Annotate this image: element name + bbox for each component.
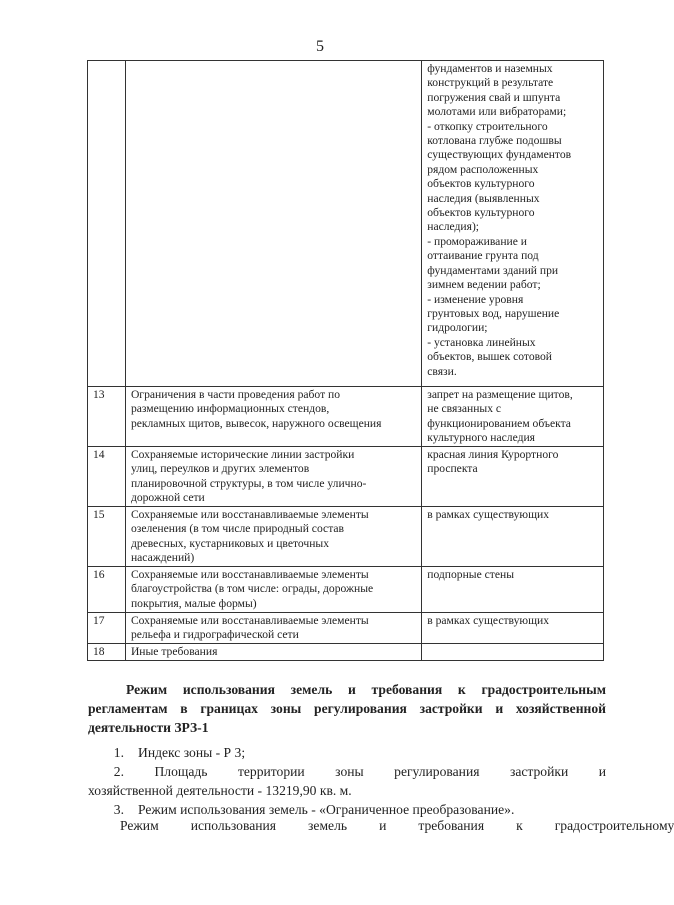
item-text: Индекс зоны - Р 3; xyxy=(138,745,246,760)
list-item xyxy=(88,762,606,800)
word: Площадь xyxy=(154,764,208,779)
cell-req: фундаментов и наземных конструкций в результате погружения свай и шпунта молотами или вибраторами; - откопку строительного котлована глубже подошвы существующих фундаментов рядом расположенных объектов культурного наследия (выявленных объектов культурного наследия); - промораживание и оттаивание грунта под фундаментами зданий при зимнем ведении работ; - изменение уровня грунтовых вод, нарушение гидрологии; - установка линейных объектов, вышек сотовой связи. xyxy=(422,61,604,387)
cell-num: 13 xyxy=(88,387,126,447)
item-number: 1. xyxy=(113,745,124,760)
word: территории xyxy=(237,764,305,779)
cell-num: 17 xyxy=(88,613,126,644)
cell-desc: Сохраняемые или восстанавливаемые элементы рельефа и гидрографической сети xyxy=(125,613,421,644)
item-number: 3. xyxy=(113,802,124,817)
word: и xyxy=(598,764,606,779)
cell-desc: Сохраняемые или восстанавливаемые элементы благоустройства (в том числе: ограды, дорожные покрытия, малые формы) xyxy=(125,567,421,613)
word: регулирования xyxy=(394,764,480,779)
table-row xyxy=(88,644,604,661)
requirements-table xyxy=(87,60,604,661)
table-row xyxy=(88,507,604,567)
section-heading: Режим использования земель и требования к градостроительным регламентам в границах зоны регулирования застройки и хозяйственной деятельности ЗРЗ-1 xyxy=(88,682,606,735)
cell-req: в рамках существующих xyxy=(422,507,604,567)
word: зоны xyxy=(335,764,364,779)
cell-desc: Иные требования xyxy=(125,644,421,661)
cell-num: 16 xyxy=(88,567,126,613)
cell-desc xyxy=(125,61,421,387)
item-text: Режим использования земель - «Ограниченное преобразование». xyxy=(138,802,515,817)
word: Режим xyxy=(120,818,159,833)
numbered-list xyxy=(88,743,606,819)
paragraph-start xyxy=(88,816,674,835)
word: застройки xyxy=(509,764,569,779)
cell-req: запрет на размещение щитов, не связанных с функционированием объекта культурного наследия xyxy=(422,387,604,447)
table-row xyxy=(88,387,604,447)
cell-desc: Ограничения в части проведения работ по размещению информационных стендов, рекламных щитов, вывесок, наружного освещения xyxy=(125,387,421,447)
word: земель xyxy=(308,818,348,833)
cell-desc: Сохраняемые исторические линии застройки улиц, переулков и других элементов планировочной структуры, в том числе улично- дорожной сети xyxy=(125,447,421,507)
word: к xyxy=(516,818,523,833)
cell-num: 15 xyxy=(88,507,126,567)
cell-req: подпорные стены xyxy=(422,567,604,613)
cell-num xyxy=(88,61,126,387)
cell-req: красная линия Курортного проспекта xyxy=(422,447,604,507)
cell-desc: Сохраняемые или восстанавливаемые элементы озеленения (в том числе природный состав древесных, кустарниковых и цветочных насаждений) xyxy=(125,507,421,567)
word: и xyxy=(379,818,387,833)
cell-num: 18 xyxy=(88,644,126,661)
cell-num: 14 xyxy=(88,447,126,507)
table-row xyxy=(88,567,604,613)
item-number: 2. xyxy=(113,764,124,779)
page-number: 5 xyxy=(316,38,324,55)
word: требования xyxy=(418,818,485,833)
table-row xyxy=(88,447,604,507)
cell-req: в рамках существующих xyxy=(422,613,604,644)
table-row xyxy=(88,613,604,644)
list-item xyxy=(88,743,606,762)
word: градостроительному xyxy=(554,818,674,833)
word: использования xyxy=(190,818,277,833)
item-text-continued: хозяйственной деятельности - 13219,90 кв. м. xyxy=(88,783,352,798)
cell-req xyxy=(422,644,604,661)
table-row xyxy=(88,61,604,387)
